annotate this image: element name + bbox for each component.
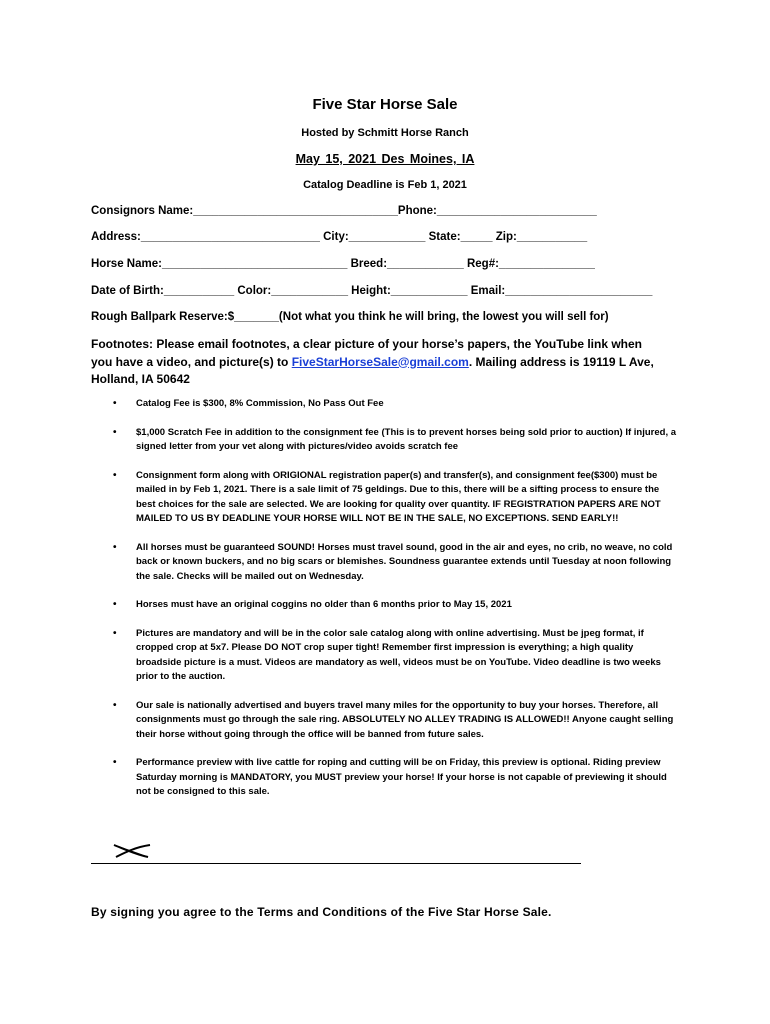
rule-item: • Horses must have an original coggins no older than 6 months prior to May 15, 2021: [91, 598, 681, 613]
rule-item: • Our sale is nationally advertised and buyers travel many miles for the opportunity to buy your horses. Therefore, all consignments must go through the sale ring. ABSOLUTELY NO ALLEY TRADING IS ALLOWED!! Anyone caught selling their horse without going through the office will be banned from future sales.: [113, 699, 674, 740]
bullet-icon: •: [113, 398, 117, 409]
footnotes-text-before: Footnotes: Please email footnotes, a clear picture of your horse’s papers, the YouTube link when you have a video, and picture(s) to: [91, 337, 643, 369]
date-location: May 15, 2021 Des Moines, IA: [295, 152, 475, 166]
bullet-icon: •: [113, 599, 117, 610]
form-row-consignor-phone[interactable]: Consignors Name:________________________________Phone:_________________________: [91, 205, 597, 217]
rule-item: • Catalog Fee is $300, 8% Commission, No Pass Out Fee: [91, 397, 681, 412]
catalog-deadline: Catalog Deadline is Feb 1, 2021: [303, 179, 467, 191]
form-row-address[interactable]: Address:____________________________ City:____________ State:_____ Zip:___________: [91, 231, 588, 243]
signature-x-icon: [112, 842, 152, 860]
bullet-icon: •: [113, 757, 117, 768]
rule-item: • Consignment form along with ORIGIONAL registration paper(s) and transfer(s), and consignment fee($300) must be mailed in by Feb 1, 2021. There is a sale limit of 75 geldings. Due to this, there will be a sifting process to ensure the best choices for the sale are selected. We are looking for quality over quantity. IF REGISTRATION PAPERS ARE NOT MAILED TO US BY DEADLINE YOUR HORSE WILL NOT BE IN THE SALE, NO EXCEPTIONS. SEND EARLY!!: [113, 469, 661, 524]
rule-item: • All horses must be guaranteed SOUND! Horses must travel sound, good in the air and eyes, no crib, no weave, no cold back or known buckers, and no big scars or blemishes. Soundness guarantee extends until Tuesday at noon following the sale. Checks will be mailed out on Wednesday.: [113, 541, 673, 582]
rules-list: [91, 397, 681, 800]
footnotes-paragraph: [91, 336, 666, 389]
bullet-icon: •: [113, 699, 117, 711]
rule-item: • Pictures are mandatory and will be in the color sale catalog along with online advertising. Must be jpeg format, if cropped crop at 5x7. Please DO NOT crop super tight! Remember first impression is everything; a high quality broadside picture is a must. Videos are mandatory as well, videos must be on YouTube. Video deadline is two weeks prior to the auction.: [113, 627, 661, 682]
rule-item: • $1,000 Scratch Fee in addition to the consignment fee (This is to prevent horses being sold prior to auction) If injured, a signed letter from your vet along with pictures/video avoids scratch fee: [113, 426, 677, 452]
rule-item: • Performance preview with live cattle for roping and cutting will be on Friday, this preview is optional. Riding preview Saturday morning is MANDATORY, you MUST preview your horse! If your horse is not capable of previewing it should not be consigned to this sale.: [113, 757, 667, 797]
bullet-icon: •: [113, 541, 117, 553]
page-title: Five Star Horse Sale: [312, 96, 458, 113]
form-row-reserve[interactable]: Rough Ballpark Reserve:$_______(Not what you think he will bring, the lowest you will sell for): [91, 311, 609, 323]
signature-line[interactable]: [91, 863, 581, 864]
form-row-horse[interactable]: Horse Name:_____________________________ Breed:____________ Reg#:_______________: [91, 258, 595, 270]
bullet-icon: •: [113, 469, 117, 481]
form-row-details[interactable]: Date of Birth:___________ Color:____________ Height:____________ Email:_______________________: [91, 285, 653, 297]
bullet-icon: •: [113, 426, 117, 438]
footnotes-text-after: . Mailing address is 19119 L Ave, Holland, IA 50642: [91, 354, 654, 386]
email-link[interactable]: FiveStarHorseSale@gmail.com: [291, 354, 469, 369]
agreement-statement: By signing you agree to the Terms and Conditions of the Five Star Horse Sale.: [91, 905, 552, 919]
host-line: Hosted by Schmitt Horse Ranch: [301, 127, 469, 139]
bullet-icon: •: [113, 627, 117, 639]
